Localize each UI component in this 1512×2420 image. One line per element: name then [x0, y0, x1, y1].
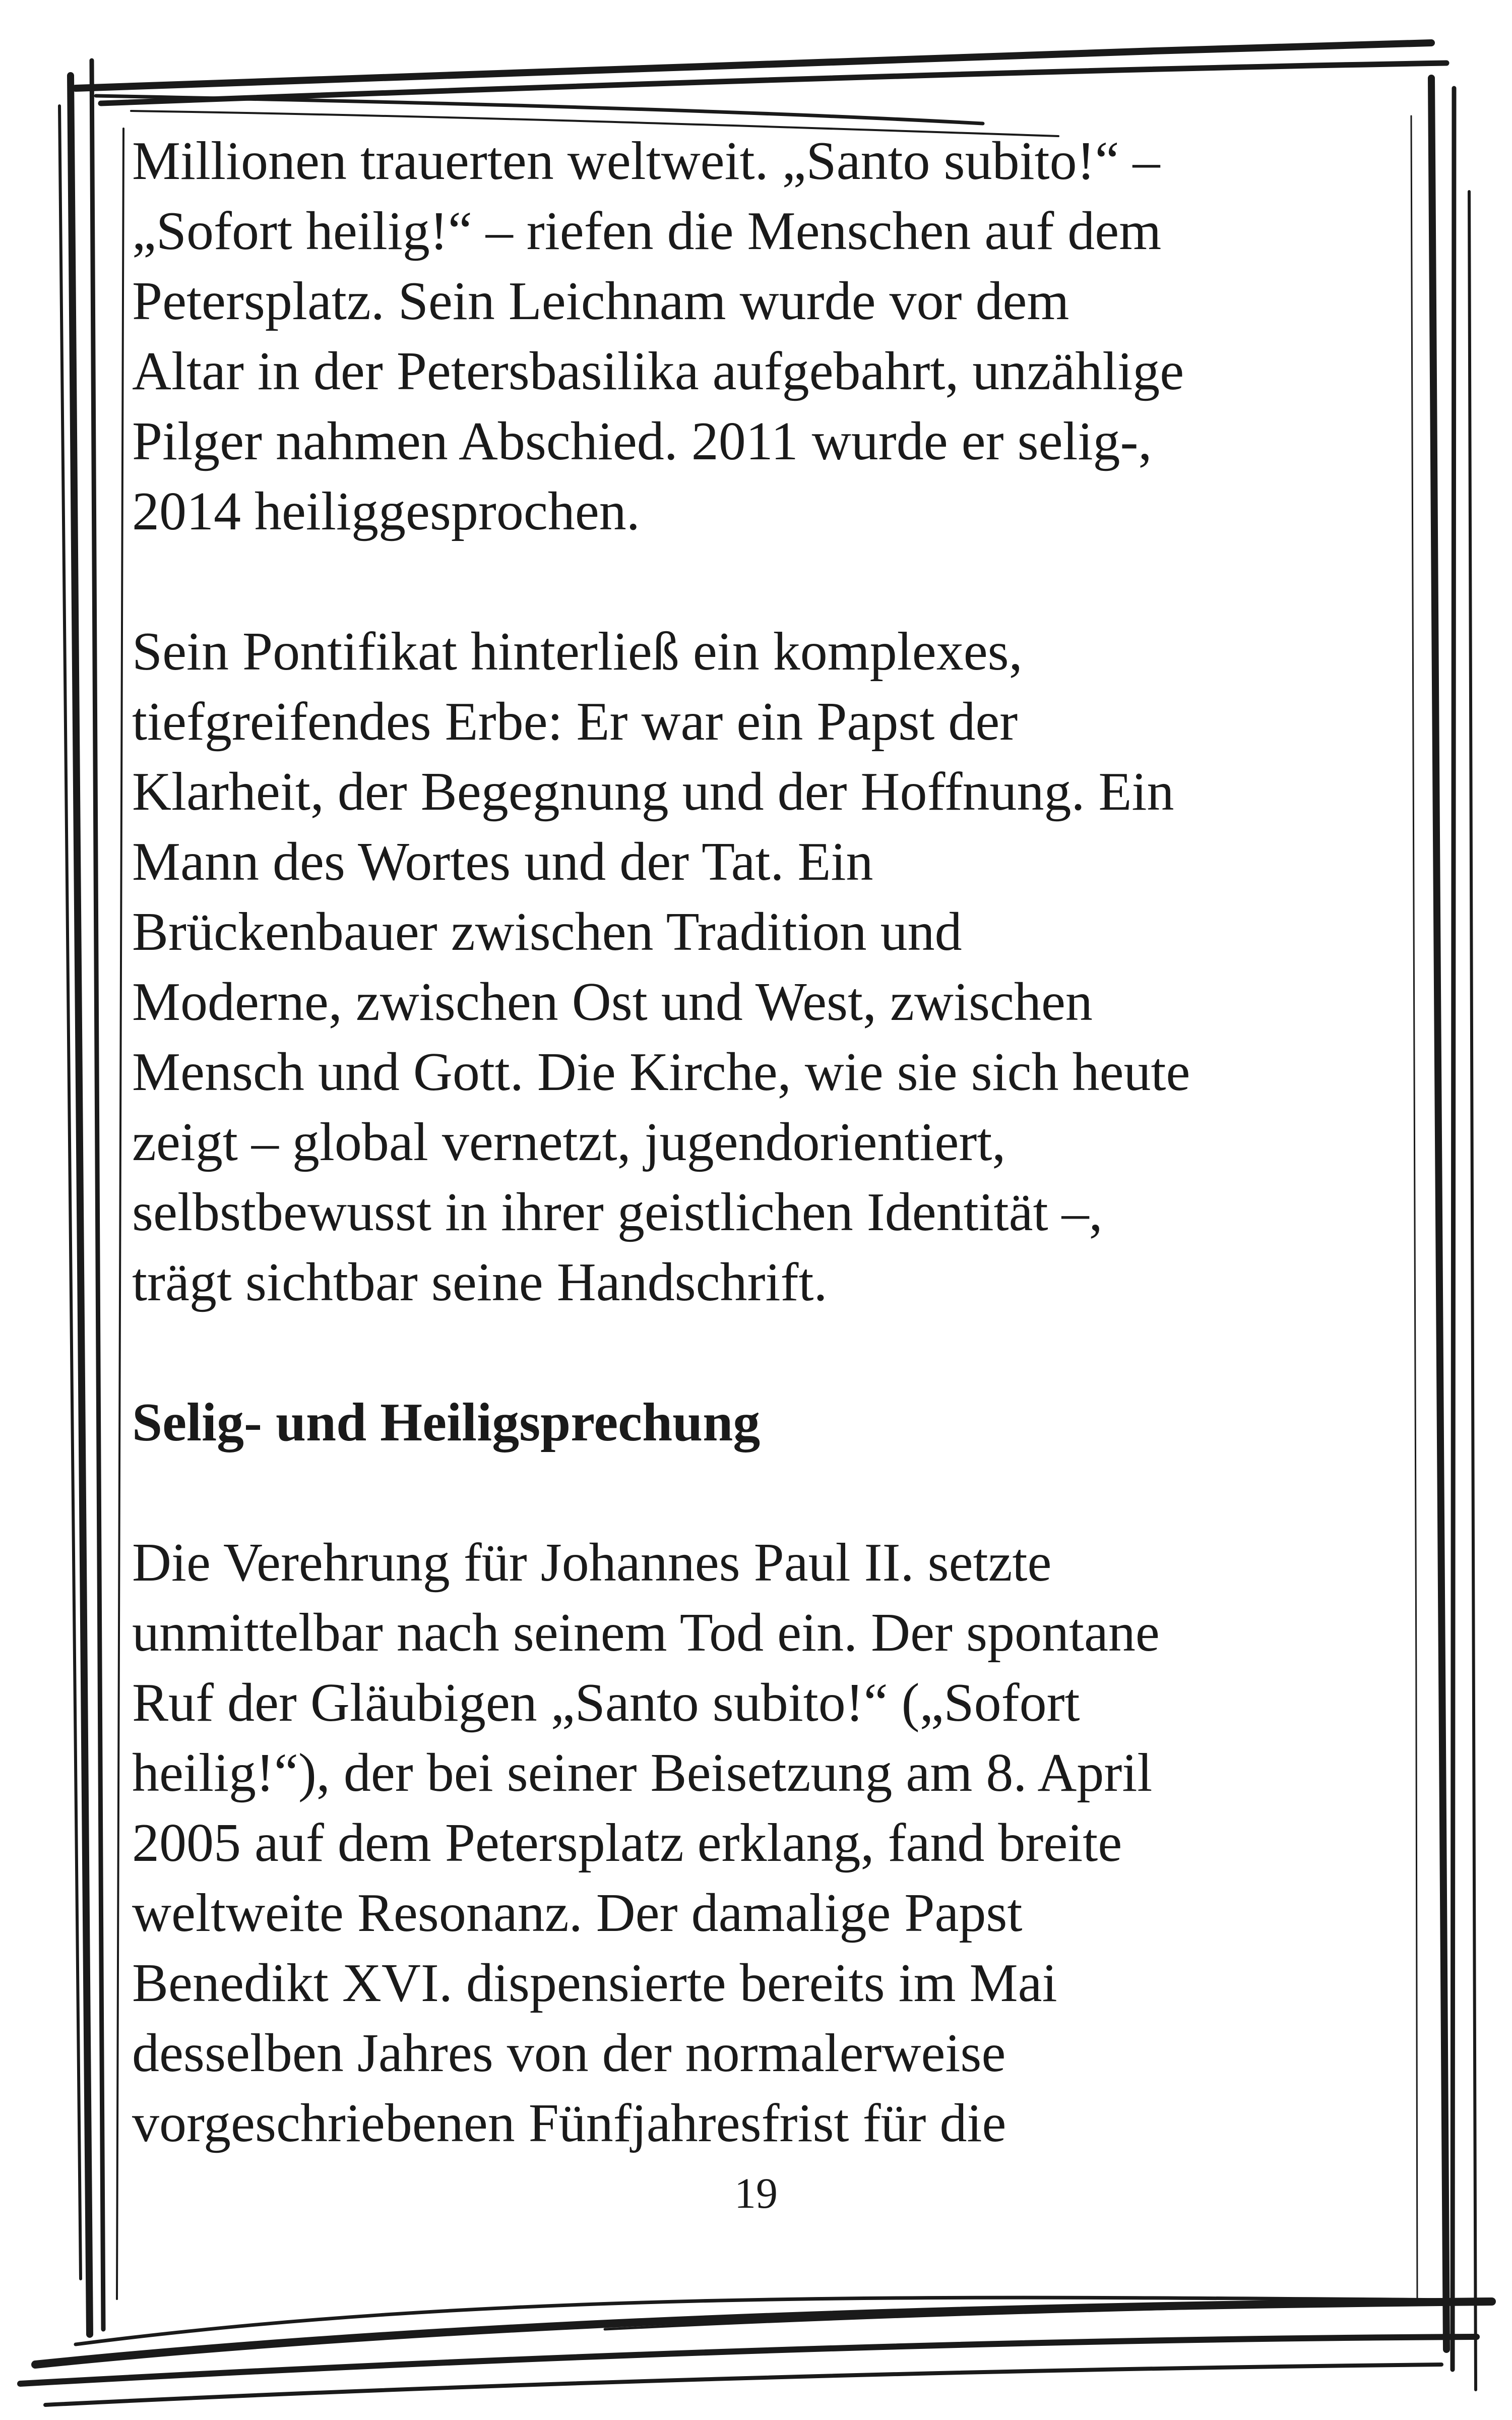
paragraph: Sein Pontifikat hinterließ ein komplexes, tiefgreifendes Erbe: Er war ein Papst der Klarheit, der Begegnung und der Hoffnung. Ein Mann des Wortes und der Tat. Ein Brückenbauer zwischen Tradition und Moderne, zwischen Ost und West, zwischen Mensch und Gott. Die Kirche, wie sie sich heute zeigt – global vernetzt, jugendorientiert, selbstbewusst in ihrer geistlichen Identität –, trägt sichtbar seine Handschrift. — [132, 622, 1190, 1312]
paragraph: Die Verehrung für Johannes Paul II. setzte unmittelbar nach seinem Tod ein. Der spontane Ruf der Gläubigen „Santo subito!“ („Sofort heilig!“), der bei seiner Beisetzung am 8. April 2005 auf dem Petersplatz erklang, fand breite weltweite Resonanz. Der damalige Papst Benedikt XVI. dispensierte bereits im Mai desselben Jahres von der normalerweise vorgeschriebenen Fünfjahresfrist für die — [132, 1533, 1160, 2153]
section-heading: Selig- und Heiligsprechung — [132, 1393, 761, 1453]
paragraph: Millionen trauerten weltweit. „Santo subito!“ – „Sofort heilig!“ – riefen die Menschen auf dem Petersplatz. Sein Leichnam wurde vor dem Altar in der Petersbasilika aufgebahrt, unzählige Pilger nahmen Abschied. 2011 wurde er selig-, 2014 heiliggesprochen. — [132, 131, 1184, 541]
page-body — [132, 126, 1422, 2158]
page-number: 19 — [734, 2169, 778, 2217]
